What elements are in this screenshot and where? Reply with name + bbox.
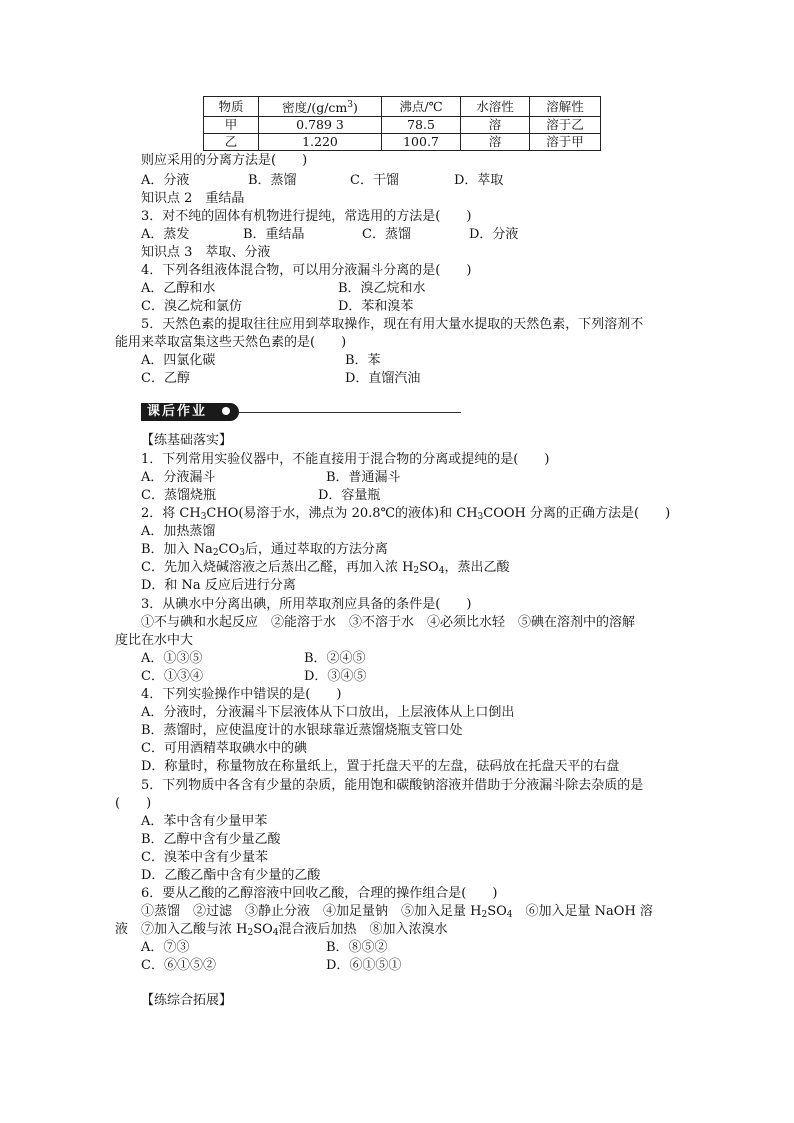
option-d: D．容量瓶 [318, 488, 381, 503]
table-cell: 1.220 [259, 134, 382, 151]
question-stem: 1．下列常用实验仪器中，不能直接用于混合物的分离或提纯的是( ) [141, 452, 550, 467]
question-stem: 2．将 $CH_3CHO$(易溶于水，沸点为 20.8℃的液体)和 $CH_3COOH$ 分离的正确方法是( ) [141, 506, 671, 522]
knowledge-point-heading: 知识点 3 萃取、分液 [141, 245, 271, 260]
question-stem: 则应采用的分离方法是( ) [141, 153, 308, 168]
table-cell: 溶于甲 [530, 134, 601, 151]
bullet-dot-icon [222, 407, 230, 415]
option-b: B．普通漏斗 [326, 470, 401, 485]
table-cell: 100.7 [382, 134, 461, 151]
option-b: B．蒸馏时，应使温度计的水银球靠近蒸馏烧瓶支管口处 [141, 723, 463, 738]
option-a: A．分液时，分液漏斗下层液体从下口放出，上层液体从上口倒出 [141, 705, 515, 720]
question-stem: 3．对不纯的固体有机物进行提纯，常选用的方法是( ) [141, 209, 472, 224]
question-stem: 5．下列物质中各含有少量的杂质，能用饱和碳酸钠溶液并借助于分液漏斗除去杂质的是 [141, 778, 644, 793]
option-d: D．③④⑤ [304, 669, 367, 684]
option-a: A．乙醇和水 [141, 281, 216, 296]
option-c: C．乙醇 [141, 371, 190, 386]
question-operations: ①蒸馏 ②过滤 ③静止分液 ④加足量钠 ⑤加入足量 $H_2SO_4$ ⑥加入足量 NaOH 溶 [141, 904, 653, 920]
question-stem-continued: ( ) [115, 796, 152, 811]
section-divider [239, 412, 461, 413]
option-b: B．乙醇中含有少量乙酸 [141, 832, 281, 847]
option-a: A．分液漏斗 [141, 470, 216, 485]
table-cell: 78.5 [382, 117, 461, 134]
option-b: B．⑧⑤② [326, 940, 388, 955]
section-title: 课后作业 [147, 404, 208, 419]
option-b: B．溴乙烷和水 [338, 281, 426, 296]
option-d: D．萃取 [454, 173, 504, 188]
knowledge-point-heading: 知识点 2 重结晶 [141, 191, 245, 206]
option-d: D．称量时，称量物放在称量纸上，置于托盘天平的左盘，砝码放在托盘天平的右盘 [141, 759, 620, 774]
table-cell: 水溶性 [461, 97, 530, 117]
option-c: C．可用酒精萃取碘水中的碘 [141, 741, 307, 756]
option-a: A．苯中含有少量甲苯 [141, 814, 268, 829]
table-cell: 物质 [204, 97, 259, 117]
option-a: A．加热蒸馏 [141, 524, 216, 539]
table-cell: 乙 [204, 134, 259, 151]
option-b: B．苯 [345, 353, 381, 368]
table-cell: 0.789 3 [259, 117, 382, 134]
option-a: A．四氯化碳 [141, 353, 216, 368]
option-c: C．溴苯中含有少量苯 [141, 850, 268, 865]
section-header [141, 402, 461, 422]
question-operations-continued: 液 ⑦加入乙酸与浓 $H_2SO_4$混合液后加热 ⑧加入浓溴水 [115, 922, 448, 938]
question-conditions-continued: 度比在水中大 [115, 633, 194, 648]
option-d: D．和 Na 反应后进行分离 [141, 578, 296, 593]
table-cell: 溶 [461, 134, 530, 151]
table-row [204, 117, 601, 134]
option-c: C．干馏 [350, 173, 399, 188]
option-d: D．直馏汽油 [345, 371, 421, 386]
question-stem: 4．下列各组液体混合物，可以用分液漏斗分离的是( ) [141, 263, 472, 278]
question-conditions: ①不与碘和水起反应 ②能溶于水 ③不溶于水 ④必须比水轻 ⑤碘在溶剂中的溶解 [141, 615, 636, 630]
option-d: D．⑥①⑤① [326, 958, 402, 973]
option-c: C．蒸馏烧瓶 [141, 488, 216, 503]
table-cell: 溶 [461, 117, 530, 134]
option-c: C．溴乙烷和氯仿 [141, 299, 242, 314]
option-d: D．乙酸乙酯中含有少量的乙酸 [141, 868, 321, 883]
option-a: A．蒸发 [141, 227, 190, 242]
question-stem: 3．从碘水中分离出碘，所用萃取剂应具备的条件是( ) [141, 597, 472, 612]
option-a: A．分液 [141, 173, 190, 188]
option-d: D．分液 [469, 227, 519, 242]
option-b: B．②④⑤ [304, 651, 366, 666]
option-c: C．先加入烧碱溶液之后蒸出乙醛，再加入浓 $H_2SO_4$，蒸出乙酸 [141, 560, 510, 576]
question-stem: 4．下列实验操作中错误的是( ) [141, 687, 342, 702]
table-cell: 溶解性 [530, 97, 601, 117]
option-c: C．蒸馏 [362, 227, 411, 242]
table-cell: 密度$/(g/cm^3)$ [259, 97, 382, 117]
table-cell: 沸点/℃ [382, 97, 461, 117]
option-b: B．重结晶 [243, 227, 305, 242]
part-heading: 【练综合拓展】 [141, 993, 233, 1008]
table-header-row [204, 97, 601, 117]
option-a: A．①③⑤ [141, 651, 203, 666]
table-cell: 溶于乙 [530, 117, 601, 134]
properties-table [203, 96, 601, 151]
question-stem: 5．天然色素的提取往往应用到萃取操作，现在有用大量水提取的天然色素，下列溶剂不 [141, 317, 644, 332]
option-b: B．加入 $Na_2CO_3$后，通过萃取的方法分离 [141, 542, 388, 558]
table-row [204, 134, 601, 151]
option-c: C．①③④ [141, 669, 203, 684]
option-d: D．苯和溴苯 [338, 299, 414, 314]
option-a: A．⑦③ [141, 940, 190, 955]
option-c: C．⑥①⑤② [141, 958, 216, 973]
table-cell: 甲 [204, 117, 259, 134]
question-stem: 6．要从乙酸的乙醇溶液中回收乙酸，合理的操作组合是( ) [141, 886, 498, 901]
part-heading: 【练基础落实】 [141, 433, 233, 448]
question-stem-continued: 能用来萃取富集这些天然色素的是( ) [115, 335, 347, 350]
option-b: B．蒸馏 [248, 173, 297, 188]
